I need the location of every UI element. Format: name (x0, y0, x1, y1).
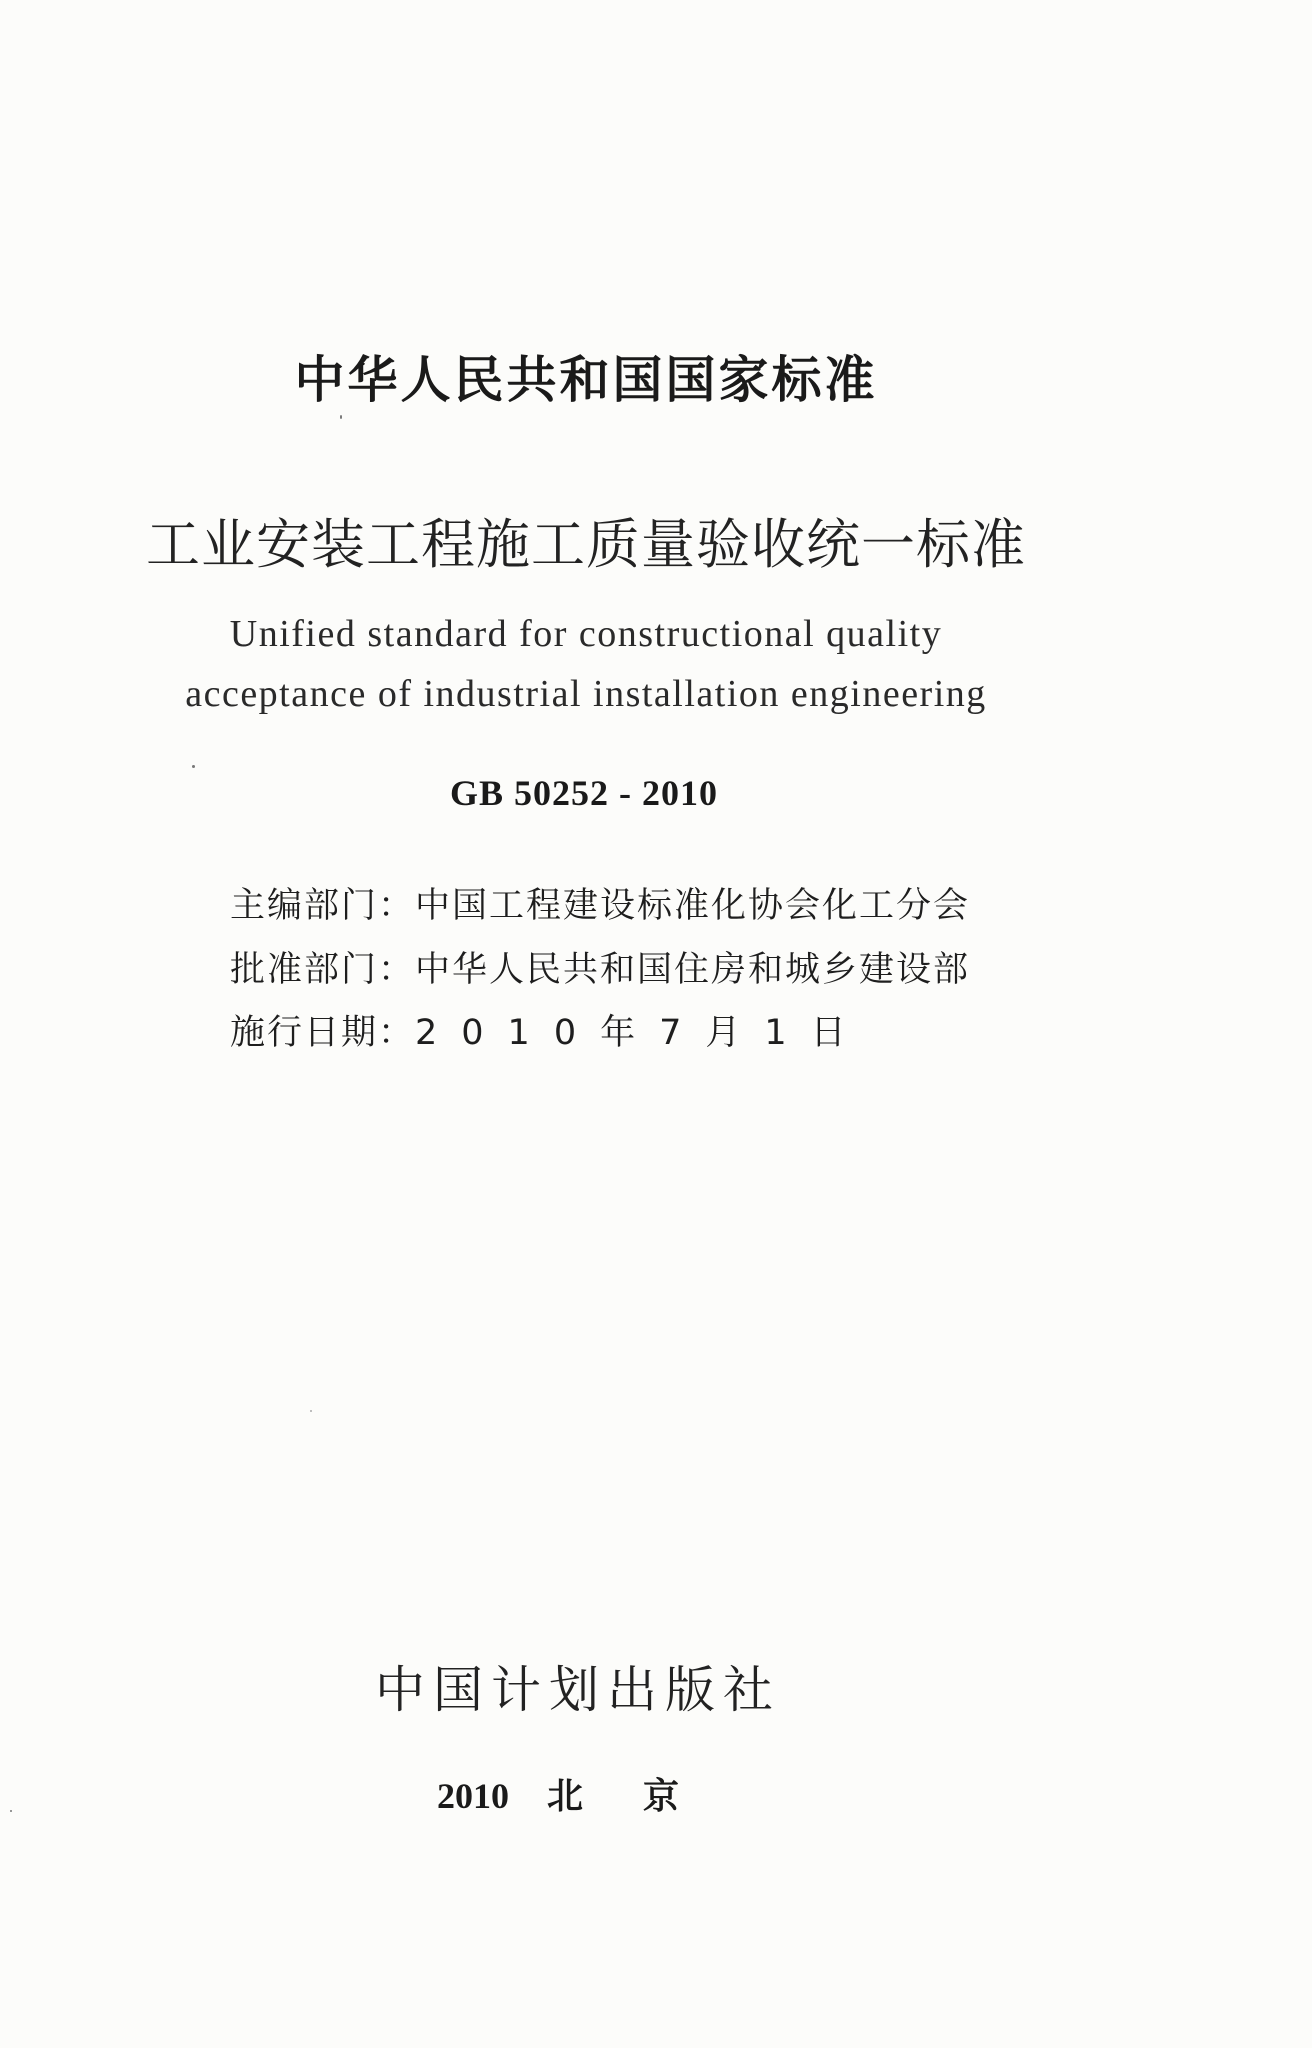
editor-department-value: 中国工程建设标准化协会化工分会 (415, 886, 971, 926)
editor-department-label: 主编部门： (230, 886, 416, 926)
scan-speck (10, 1810, 12, 1812)
publication-year-place (0, 1768, 1244, 1819)
scan-speck (192, 765, 195, 768)
editor-department-line (230, 878, 970, 928)
chinese-title: 工业安装工程施工质量验收统一标准 (146, 513, 1026, 576)
effective-date-label: 施行日期： (230, 1013, 416, 1053)
standard-series-heading: 中华人民共和国国家标准 (294, 351, 878, 409)
effective-date-line (230, 1005, 870, 1055)
publication-year: 2010 (436, 1776, 509, 1816)
standard-code: GB 50252 - 2010 (449, 773, 718, 813)
effective-date-value: 2010年7月1日 (415, 1013, 870, 1053)
publication-city: 北京 (546, 1776, 739, 1816)
approval-department-value: 中华人民共和国住房和城乡建设部 (415, 950, 971, 990)
approval-department-line (230, 942, 970, 992)
english-title-line-2: acceptance of industrial installation engineering (185, 673, 987, 715)
publisher-name: 中国计划出版社 (375, 1661, 781, 1719)
english-title-line-1: Unified standard for constructional quality (229, 613, 943, 655)
approval-department-label: 批准部门： (230, 950, 416, 990)
scan-speck (340, 415, 342, 419)
scan-speck (310, 1410, 312, 1412)
